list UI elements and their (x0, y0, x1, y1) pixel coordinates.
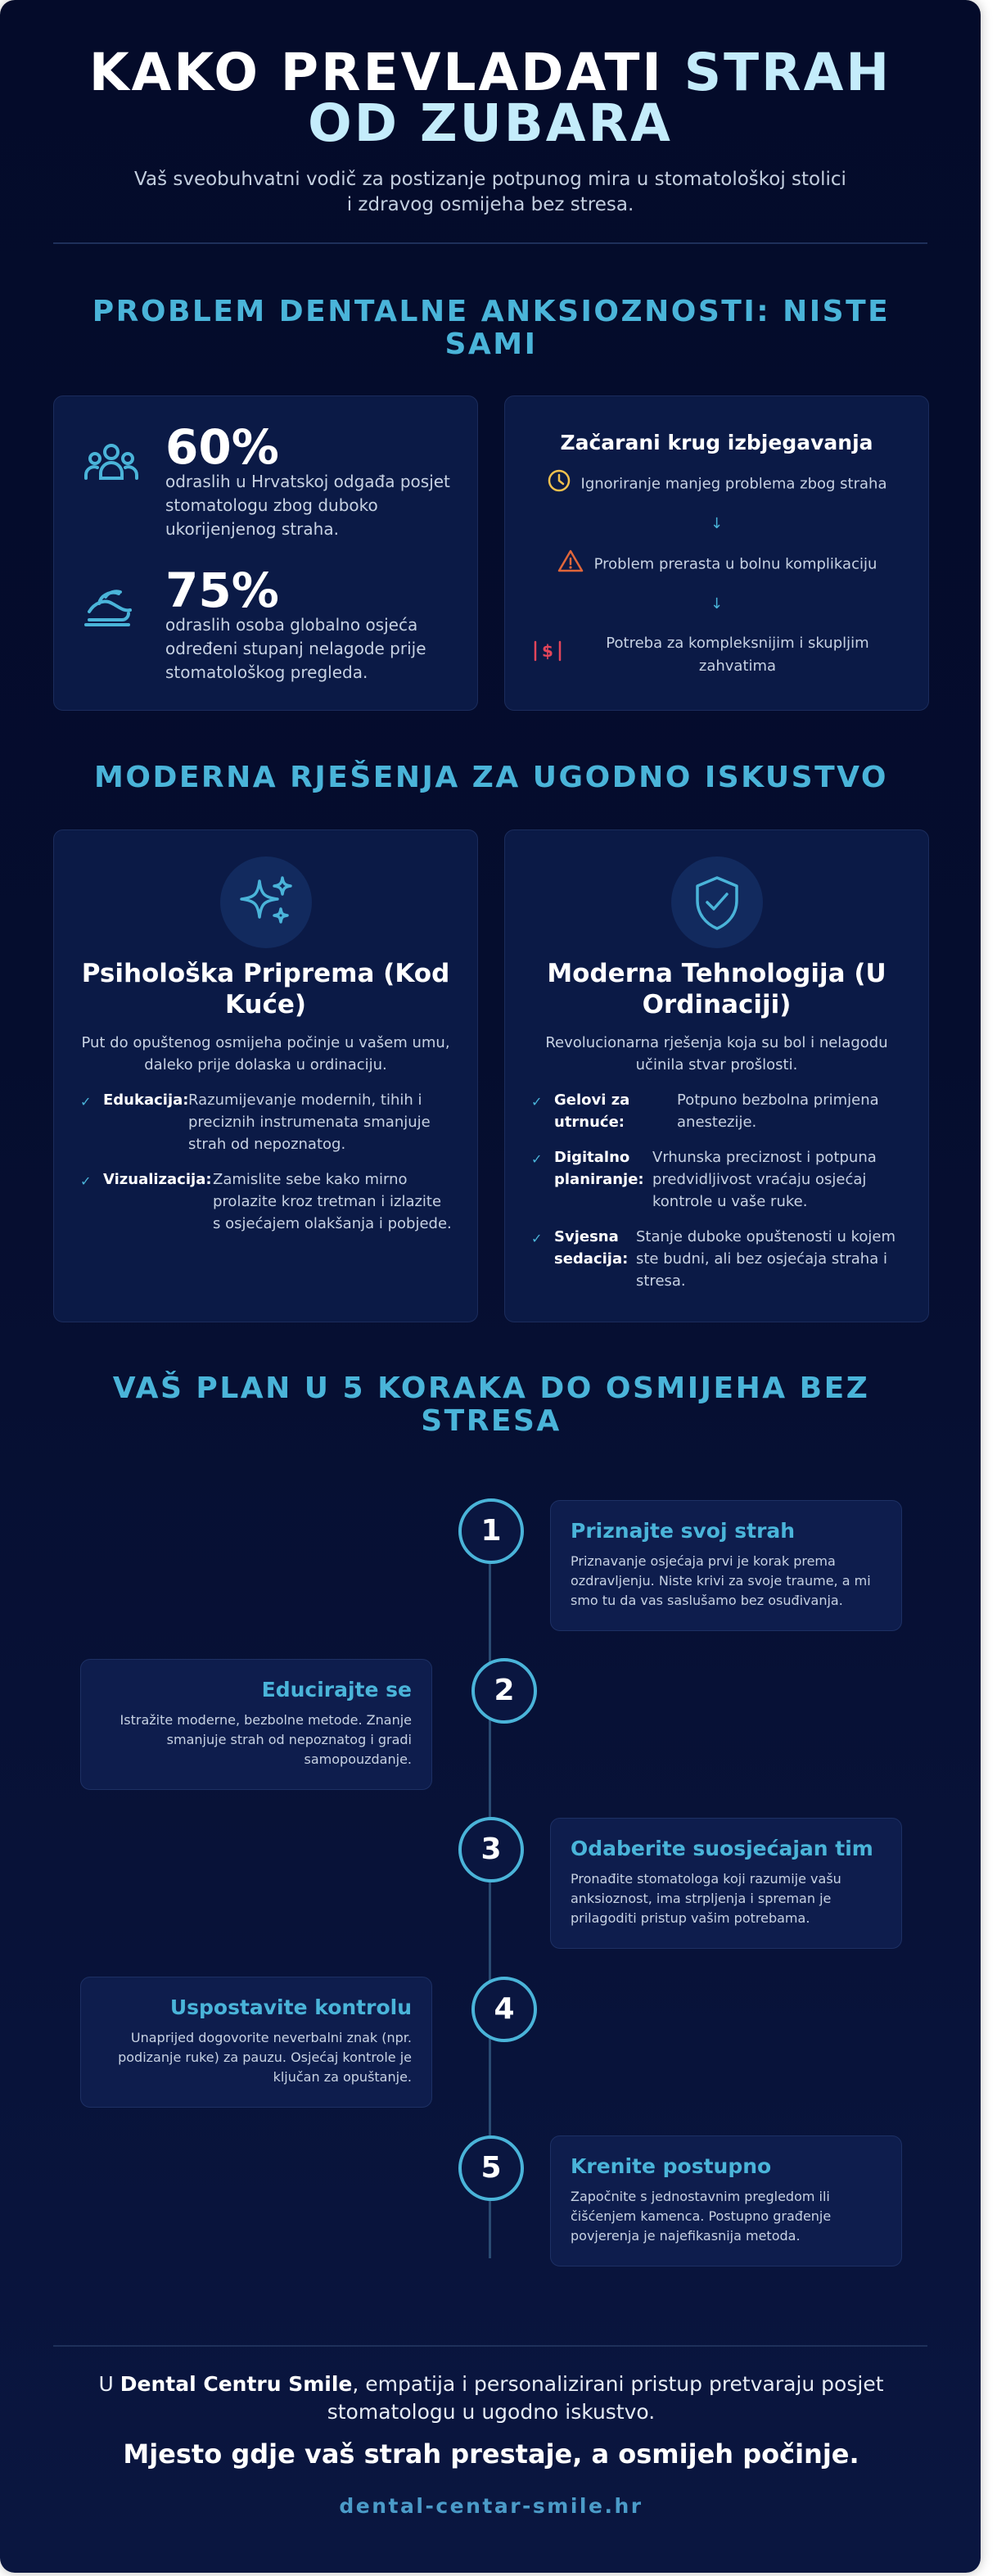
item-label: Gelovi za utrnuće: (554, 1091, 630, 1131)
money-icon (533, 639, 562, 671)
step-title: Priznajte svoj strah (571, 1519, 796, 1543)
item-text: Vrhunska preciznost i potpuna predvidljivost vraćaju osjećaj kontrole u vaše ruke. (652, 1149, 877, 1210)
solution-list (531, 1089, 904, 1305)
solution-desc: Put do opuštenog osmijeha počinje u vašem umu, daleko prije dolaska u ordinaciju. (81, 1034, 450, 1073)
item-text: Razumijevanje modernih, tihih i preciznih instrumenata smanjuje strah od nepoznatog. (188, 1091, 431, 1153)
shield-check-icon (671, 856, 763, 948)
step-number-4: 4 (471, 1977, 537, 2042)
cycle-panel (504, 395, 929, 711)
stat-text: odraslih osoba globalno osjeća određeni stupanj nelagode prije stomatološkog pregleda. (165, 615, 426, 682)
stat-value: 75% (165, 563, 279, 618)
step-number-2: 2 (471, 1658, 537, 1724)
step-title: Uspostavite kontrolu (169, 1995, 412, 2019)
header-divider (53, 242, 927, 244)
solution-list-item (531, 1146, 904, 1213)
problem-section-title: PROBLEM DENTALNE ANKSIOZNOSTI: NISTE SAMI (92, 295, 891, 361)
brand-name: Dental Centru Smile (120, 2372, 353, 2396)
item-text: Zamislite sebe kako mirno prolazite kroz tretman i izlazite s osjećajem olakšanja i pobjede. (213, 1171, 452, 1232)
step-number-1: 1 (458, 1498, 524, 1564)
plan-section-title: VAŠ PLAN U 5 KORAKA DO OSMIJEHA BEZ STRESA (112, 1372, 870, 1438)
people-group-icon (83, 436, 140, 493)
cycle-item-text: Problem prerasta u bolnu komplikaciju (593, 555, 877, 573)
step-title: Krenite postupno (571, 2154, 772, 2178)
check-icon: ✓ (531, 1094, 543, 1109)
check-icon: ✓ (531, 1151, 543, 1167)
cycle-item-2 (505, 549, 928, 581)
tooth-hand-icon (83, 579, 140, 636)
header (0, 0, 981, 218)
solution-list (80, 1089, 453, 1248)
item-text: Stanje duboke opuštenosti u kojem ste budni, ali bez osjećaja straha i stresa. (636, 1228, 896, 1290)
cycle-item-3 (530, 632, 890, 678)
cycle-item-1 (505, 468, 928, 500)
item-label: Svjesna sedacija: (554, 1228, 629, 1268)
cycle-item-text: Ignoriranje manjeg problema zbog straha (580, 475, 887, 493)
step-title: Educirajte se (261, 1678, 412, 1702)
stats-panel (53, 395, 478, 711)
item-label: Edukacija: (103, 1091, 189, 1109)
solution-title: Psihološka Priprema (Kod Kuće) (81, 959, 450, 1019)
cycle-title: Začarani krug izbjegavanja (560, 431, 873, 454)
check-icon: ✓ (531, 1231, 543, 1246)
step-title: Odaberite suosjećajan tim (571, 1837, 873, 1860)
solution-card-technology (504, 829, 929, 1322)
step-number-3: 3 (458, 1817, 524, 1882)
footer-website-link[interactable]: dental-centar-smile.hr (339, 2494, 643, 2518)
subtitle: Vaš sveobuhvatni vodič za postizanje potpunog mira u stomatološkoj stolici i zdravog osmijeha bez stresa. (134, 169, 846, 215)
footer-divider (53, 2345, 927, 2347)
title-part-1: KAKO PREVLADATI (88, 43, 664, 102)
solutions-section-title: MODERNA RJEŠENJA ZA UGODNO ISKUSTVO (94, 761, 888, 794)
solution-list-item (80, 1168, 453, 1235)
check-icon: ✓ (80, 1173, 92, 1189)
item-label: Digitalno planiranje: (554, 1149, 644, 1188)
footer-prefix: U (98, 2372, 120, 2396)
step-card-1 (550, 1500, 902, 1631)
step-card-5 (550, 2135, 902, 2266)
solution-card-psychology (53, 829, 478, 1322)
item-label: Vizualizacija: (103, 1171, 212, 1188)
step-text: Istražite moderne, bezbolne metode. Znanje smanjuje strah od nepoznatog i gradi samopouzdanje. (120, 1712, 412, 1767)
item-text: Potpuno bezbolna primjena anestezije. (677, 1091, 879, 1131)
solution-list-item (80, 1089, 453, 1155)
step-number-5: 5 (458, 2135, 524, 2201)
solution-list-item (531, 1089, 904, 1133)
cycle-arrow-2: ↓ (710, 595, 724, 612)
sparkles-icon (220, 856, 312, 948)
stat-value: 60% (165, 419, 279, 475)
solution-title: Moderna Tehnologija (U Ordinaciji) (547, 959, 886, 1019)
main-title (40, 43, 941, 153)
footer-suffix: , empatija i personalizirani pristup pretvaraju posjet stomatologu u ugodno iskustvo. (327, 2372, 884, 2424)
stat-text: odraslih u Hrvatskoj odgađa posjet stomatologu zbog duboko ukorijenjenog straha. (165, 472, 450, 539)
step-card-3 (550, 1818, 902, 1949)
step-text: Priznavanje osjećaja prvi je korak prema ozdravljenju. Niste krivi za svoje traume, a mi smo tu da vas saslušamo bez osuđivanja. (571, 1553, 871, 1608)
step-text: Pronađite stomatologa koji razumije vašu anksioznost, ima strpljenja i spreman je prilagoditi pristup vašim potrebama. (571, 1871, 841, 1926)
check-icon: ✓ (80, 1094, 92, 1109)
cycle-item-text: Potreba za kompleksnijim i skupljim zahvatima (606, 635, 869, 675)
step-text: Unaprijed dogovorite neverbalni znak (npr. podizanje ruke) za pauzu. Osjećaj kontrole je ključan za opuštanje. (118, 2030, 412, 2085)
step-card-2 (80, 1659, 432, 1790)
footer-text (82, 2370, 900, 2426)
step-text: Započnite s jednostavnim pregledom ili čišćenjem kamenca. Postupno građenje povjerenja je najefikasnija metoda. (571, 2189, 832, 2244)
solution-desc: Revolucionarna rješenja koja su bol i nelagodu učinila stvar prošlosti. (545, 1034, 888, 1073)
svg-text:$: $ (542, 641, 553, 661)
warning-triangle-icon (557, 549, 584, 581)
solution-list-item (531, 1226, 904, 1292)
step-card-4 (80, 1977, 432, 2108)
footer-tagline: Mjesto gdje vaš strah prestaje, a osmijeh počinje. (123, 2438, 859, 2470)
title-part-2: STRAH OD ZUBARA (308, 43, 892, 153)
clock-icon (547, 468, 571, 500)
cycle-arrow-1: ↓ (710, 515, 724, 532)
